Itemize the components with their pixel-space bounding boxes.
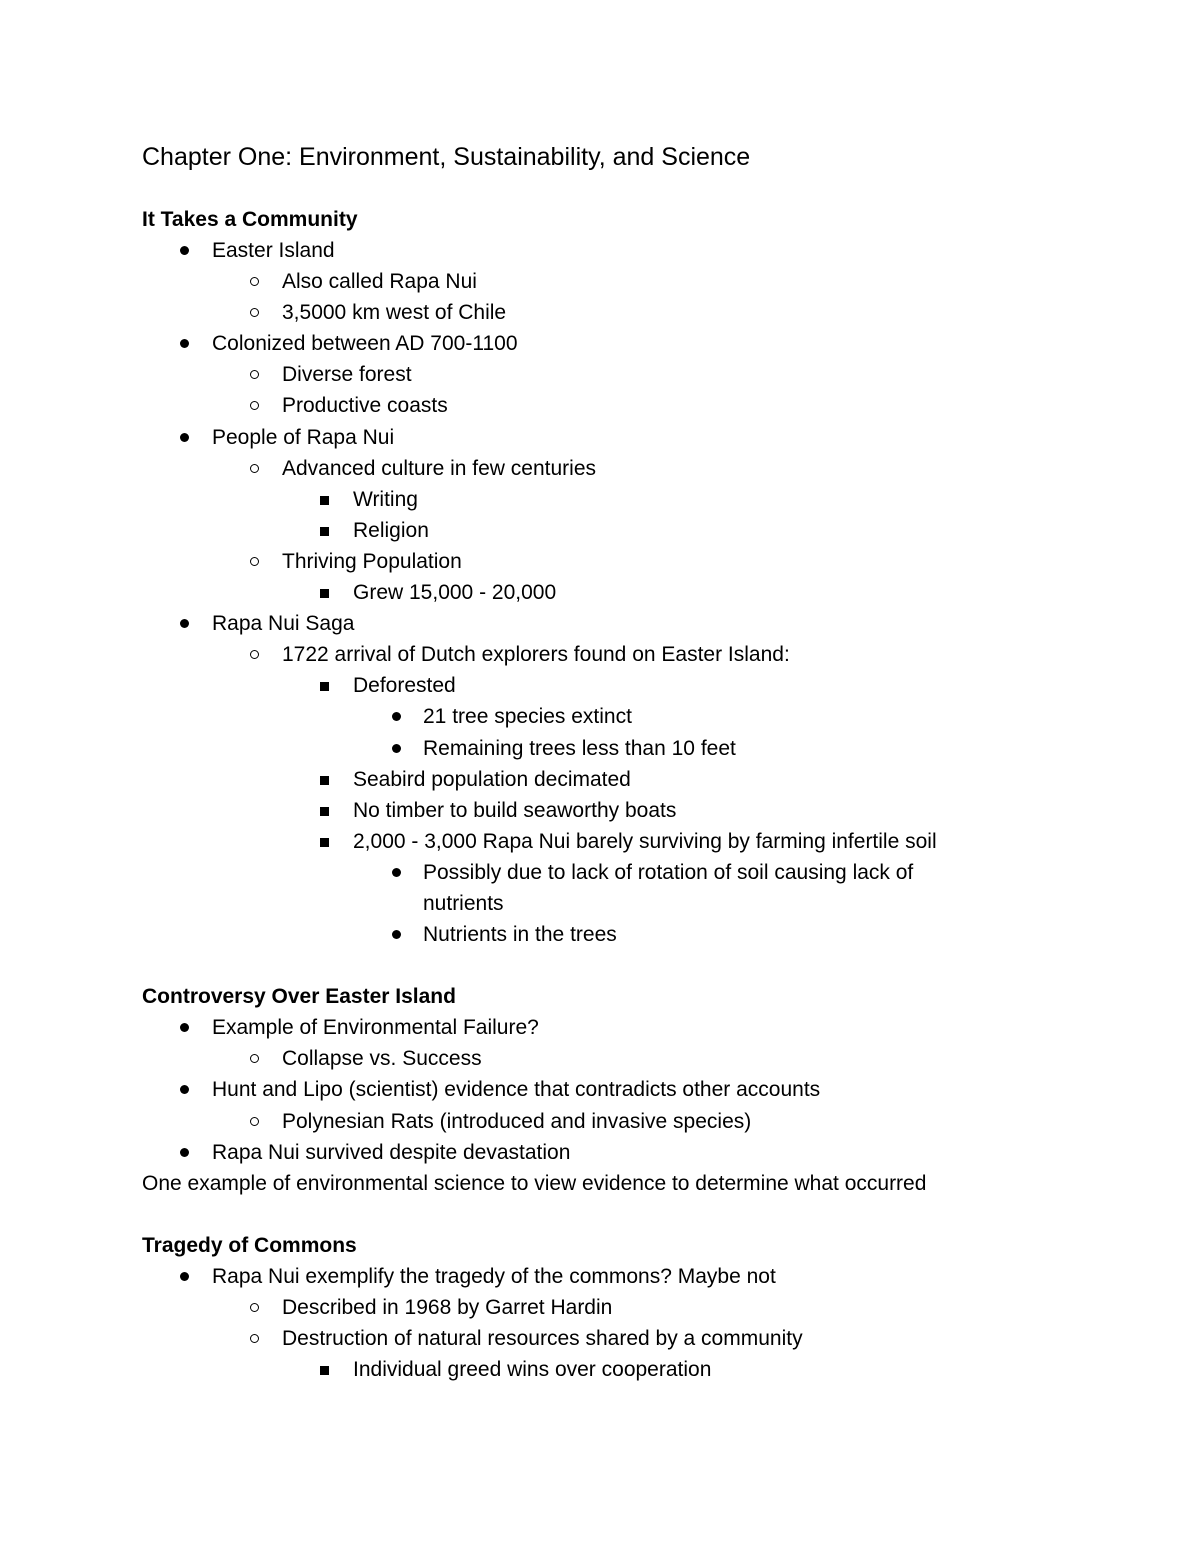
list-item-text: Colonized between AD 700-1100 bbox=[212, 332, 518, 356]
hollow-circle-bullet-icon bbox=[250, 1054, 259, 1063]
filled-square-bullet-icon bbox=[320, 838, 329, 847]
list-item bbox=[142, 1354, 1142, 1385]
hollow-circle-bullet-icon bbox=[250, 401, 259, 410]
list-item-text: Rapa Nui exemplify the tragedy of the commons? Maybe not bbox=[212, 1264, 776, 1288]
list-item bbox=[142, 266, 1142, 297]
section-spacer bbox=[142, 1199, 1142, 1230]
hollow-circle-bullet-icon bbox=[250, 557, 259, 566]
list-item-text: Hunt and Lipo (scientist) evidence that contradicts other accounts bbox=[212, 1078, 821, 1102]
list-item bbox=[142, 764, 1142, 795]
hollow-circle-bullet-icon bbox=[250, 464, 259, 473]
list-item-text: People of Rapa Nui bbox=[212, 425, 395, 449]
list-item bbox=[142, 733, 1142, 764]
filled-square-bullet-icon bbox=[320, 589, 329, 598]
hollow-circle-bullet-icon bbox=[250, 1303, 259, 1312]
list-item-text: One example of environmental science to view evidence to determine what occurred bbox=[142, 1171, 927, 1195]
filled-disc-bullet-icon bbox=[392, 712, 401, 721]
list-item-text: Possibly due to lack of rotation of soil causing lack of nutrients bbox=[423, 860, 914, 915]
filled-disc-bullet-icon bbox=[180, 433, 189, 442]
document-page bbox=[142, 140, 1142, 1385]
list-item bbox=[142, 608, 1142, 639]
filled-square-bullet-icon bbox=[320, 496, 329, 505]
list-item bbox=[142, 826, 1142, 857]
list-item-text: Writing bbox=[353, 487, 418, 511]
list-item-text: Easter Island bbox=[212, 239, 335, 262]
filled-disc-bullet-icon bbox=[180, 246, 189, 255]
list-item bbox=[142, 235, 1142, 266]
list-item bbox=[142, 546, 1142, 577]
section-heading: Controversy Over Easter Island bbox=[142, 985, 456, 1009]
filled-square-bullet-icon bbox=[320, 527, 329, 536]
list-item bbox=[142, 359, 1142, 390]
list-item-text: Remaining trees less than 10 feet bbox=[423, 736, 736, 760]
list-item-text: Advanced culture in few centuries bbox=[282, 456, 597, 480]
list-item bbox=[142, 1261, 1142, 1292]
list-item-text: Grew 15,000 - 20,000 bbox=[353, 581, 557, 605]
section-spacer bbox=[142, 950, 1142, 981]
list-item-text: Thriving Population bbox=[282, 549, 462, 573]
list-item-text: Rapa Nui Saga bbox=[212, 612, 355, 636]
list-item bbox=[142, 1012, 1142, 1043]
list-item-text: Polynesian Rats (introduced and invasive species) bbox=[282, 1109, 752, 1133]
list-item bbox=[142, 577, 1142, 608]
list-item bbox=[142, 422, 1142, 453]
filled-disc-bullet-icon bbox=[180, 1085, 189, 1094]
document-title: Chapter One: Environment, Sustainability, and Science bbox=[142, 143, 751, 171]
list-item-text: Individual greed wins over cooperation bbox=[353, 1358, 712, 1382]
filled-square-bullet-icon bbox=[320, 1366, 329, 1375]
list-item-text: Rapa Nui survived despite devastation bbox=[212, 1140, 571, 1164]
list-item-text: 3,5000 km west of Chile bbox=[282, 301, 507, 325]
section-heading: Tragedy of Commons bbox=[142, 1233, 357, 1257]
filled-disc-bullet-icon bbox=[392, 868, 401, 877]
list-item-text: Deforested bbox=[353, 674, 456, 698]
list-item bbox=[142, 484, 1142, 515]
hollow-circle-bullet-icon bbox=[250, 1117, 259, 1126]
list-item-text: Collapse vs. Success bbox=[282, 1047, 482, 1071]
list-item bbox=[142, 670, 1142, 701]
list-item-text: 2,000 - 3,000 Rapa Nui barely surviving by farming infertile soil bbox=[353, 829, 937, 853]
filled-disc-bullet-icon bbox=[180, 1148, 189, 1157]
spacer bbox=[142, 175, 1142, 204]
list-item bbox=[142, 795, 1142, 826]
list-item bbox=[142, 1106, 1142, 1137]
list-item bbox=[142, 1074, 1142, 1105]
hollow-circle-bullet-icon bbox=[250, 650, 259, 659]
filled-disc-bullet-icon bbox=[392, 930, 401, 939]
list-item bbox=[142, 1137, 1142, 1168]
list-item bbox=[142, 639, 1142, 670]
hollow-circle-bullet-icon bbox=[250, 370, 259, 379]
list-item bbox=[142, 919, 1142, 950]
paragraph bbox=[142, 1168, 1142, 1199]
list-item bbox=[142, 857, 1142, 919]
filled-square-bullet-icon bbox=[320, 682, 329, 691]
list-item-text: Productive coasts bbox=[282, 394, 448, 418]
list-item-text: Seabird population decimated bbox=[353, 767, 631, 791]
list-item-text: Example of Environmental Failure? bbox=[212, 1016, 539, 1040]
list-item bbox=[142, 328, 1142, 359]
filled-square-bullet-icon bbox=[320, 807, 329, 816]
filled-disc-bullet-icon bbox=[180, 1272, 189, 1281]
list-item-text: 21 tree species extinct bbox=[423, 705, 632, 729]
list-item bbox=[142, 297, 1142, 328]
list-item bbox=[142, 1043, 1142, 1074]
section-heading: It Takes a Community bbox=[142, 208, 358, 231]
hollow-circle-bullet-icon bbox=[250, 277, 259, 286]
list-item-text: Described in 1968 by Garret Hardin bbox=[282, 1296, 613, 1319]
list-item bbox=[142, 1292, 1142, 1323]
filled-disc-bullet-icon bbox=[180, 1023, 189, 1032]
list-item-text: 1722 arrival of Dutch explorers found on Easter Island: bbox=[282, 643, 790, 667]
filled-square-bullet-icon bbox=[320, 776, 329, 785]
filled-disc-bullet-icon bbox=[180, 619, 189, 628]
list-item-text: Nutrients in the trees bbox=[423, 923, 617, 947]
list-item-text: Diverse forest bbox=[282, 363, 412, 387]
filled-disc-bullet-icon bbox=[180, 339, 189, 348]
list-item bbox=[142, 453, 1142, 484]
list-item-text: No timber to build seaworthy boats bbox=[353, 798, 677, 822]
list-item bbox=[142, 515, 1142, 546]
hollow-circle-bullet-icon bbox=[250, 1334, 259, 1343]
list-item-text: Destruction of natural resources shared by a community bbox=[282, 1327, 803, 1351]
hollow-circle-bullet-icon bbox=[250, 308, 259, 317]
list-item-text: Also called Rapa Nui bbox=[282, 270, 477, 294]
list-item-text: Religion bbox=[353, 518, 429, 542]
list-item bbox=[142, 1323, 1142, 1354]
sections-container bbox=[142, 204, 1142, 1385]
filled-disc-bullet-icon bbox=[392, 744, 401, 753]
list-item bbox=[142, 390, 1142, 421]
list-item bbox=[142, 701, 1142, 732]
